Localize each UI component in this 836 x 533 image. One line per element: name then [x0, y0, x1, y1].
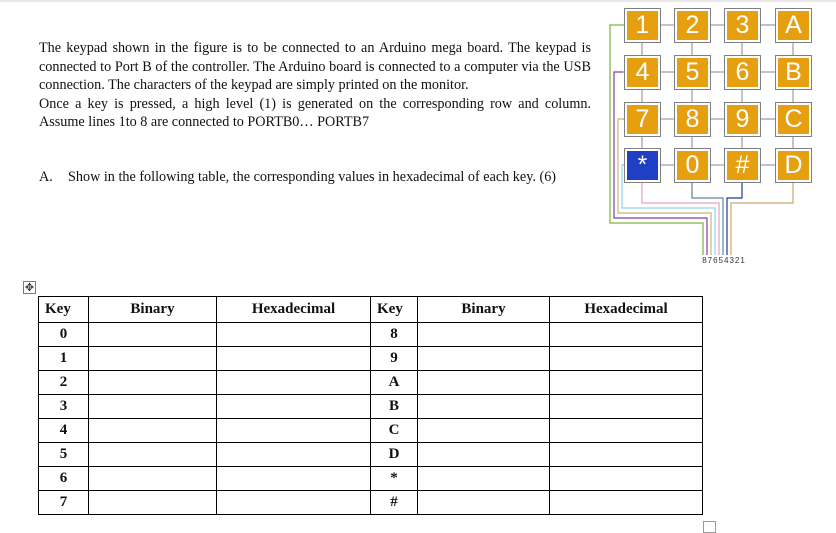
- key-3[interactable]: 3: [725, 9, 760, 42]
- cell-hex[interactable]: [550, 347, 703, 371]
- table-row: [39, 443, 703, 467]
- key-b[interactable]: B: [776, 56, 811, 89]
- cell-key: 8: [371, 323, 418, 347]
- cell-key: 4: [39, 419, 89, 443]
- cell-binary[interactable]: [89, 467, 217, 491]
- header-binary-right: Binary: [418, 297, 550, 323]
- table-row: [39, 419, 703, 443]
- cell-key: B: [371, 395, 418, 419]
- key-9[interactable]: 9: [725, 103, 760, 136]
- cell-hex[interactable]: [217, 467, 371, 491]
- header-hex-left: Hexadecimal: [217, 297, 371, 323]
- cell-hex[interactable]: [550, 371, 703, 395]
- cell-hex[interactable]: [217, 491, 371, 515]
- cell-key: 0: [39, 323, 89, 347]
- cell-key: #: [371, 491, 418, 515]
- header-binary-left: Binary: [89, 297, 217, 323]
- cell-hex[interactable]: [217, 443, 371, 467]
- table-row: [39, 491, 703, 515]
- cell-hex[interactable]: [217, 419, 371, 443]
- cell-binary[interactable]: [89, 491, 217, 515]
- cell-binary[interactable]: [418, 443, 550, 467]
- header-key-left: Key: [39, 297, 89, 323]
- key-6[interactable]: 6: [725, 56, 760, 89]
- table-row: [39, 323, 703, 347]
- key-4[interactable]: 4: [625, 56, 660, 89]
- table-row: [39, 395, 703, 419]
- cell-hex[interactable]: [550, 419, 703, 443]
- cell-key: 9: [371, 347, 418, 371]
- cell-hex[interactable]: [550, 395, 703, 419]
- cell-key: 5: [39, 443, 89, 467]
- cell-binary[interactable]: [89, 395, 217, 419]
- cell-key: 6: [39, 467, 89, 491]
- table-row: [39, 371, 703, 395]
- paragraph-1: The keypad shown in the figure is to be connected to an Arduino mega board. The keypad is connected to Port B of the controller. The Arduino board is connected to a computer via the USB connection. The characters of the keypad are simply printed on the monitor.: [39, 40, 591, 94]
- cell-hex[interactable]: [550, 491, 703, 515]
- table-row: [39, 347, 703, 371]
- keypad-figure: [608, 5, 822, 270]
- question-number: A.: [39, 169, 53, 185]
- cell-hex[interactable]: [550, 323, 703, 347]
- key-star[interactable]: *: [625, 149, 660, 182]
- answer-table: [38, 296, 703, 515]
- keypad-wiring: [608, 5, 822, 270]
- move-icon[interactable]: ✥: [24, 281, 35, 294]
- cell-binary[interactable]: [89, 419, 217, 443]
- key-a[interactable]: A: [776, 9, 811, 42]
- cell-hex[interactable]: [217, 347, 371, 371]
- cell-binary[interactable]: [418, 323, 550, 347]
- cell-hex[interactable]: [550, 467, 703, 491]
- key-8[interactable]: 8: [675, 103, 710, 136]
- resize-icon[interactable]: [703, 521, 716, 533]
- wire-col-3: [727, 180, 742, 255]
- cell-key: 2: [39, 371, 89, 395]
- key-0[interactable]: 0: [675, 149, 710, 182]
- key-c[interactable]: C: [776, 103, 811, 136]
- cell-binary[interactable]: [89, 443, 217, 467]
- wire-row-3: [618, 119, 711, 255]
- cell-key: A: [371, 371, 418, 395]
- problem-description: [39, 39, 591, 132]
- cell-binary[interactable]: [89, 371, 217, 395]
- question-a: [39, 168, 579, 187]
- table-row: [39, 467, 703, 491]
- cell-hex[interactable]: [550, 443, 703, 467]
- cell-key: 1: [39, 347, 89, 371]
- cell-hex[interactable]: [217, 323, 371, 347]
- key-1[interactable]: 1: [625, 9, 660, 42]
- cell-hex[interactable]: [217, 395, 371, 419]
- key-5[interactable]: 5: [675, 56, 710, 89]
- wire-col-4: [731, 180, 793, 255]
- page-top-border: [0, 0, 836, 2]
- key-hash[interactable]: #: [725, 149, 760, 182]
- question-text: Show in the following table, the corresponding values in hexadecimal of each key. (6): [68, 169, 557, 185]
- cell-binary[interactable]: [89, 323, 217, 347]
- cell-key: *: [371, 467, 418, 491]
- cell-binary[interactable]: [89, 347, 217, 371]
- cell-binary[interactable]: [418, 347, 550, 371]
- cell-key: C: [371, 419, 418, 443]
- header-hex-right: Hexadecimal: [550, 297, 703, 323]
- key-7[interactable]: 7: [625, 103, 660, 136]
- cell-key: 3: [39, 395, 89, 419]
- cell-binary[interactable]: [418, 395, 550, 419]
- table-header-row: [39, 297, 703, 323]
- key-d[interactable]: D: [776, 149, 811, 182]
- header-key-right: Key: [371, 297, 418, 323]
- cell-hex[interactable]: [217, 371, 371, 395]
- cell-binary[interactable]: [418, 491, 550, 515]
- paragraph-2: Once a key is pressed, a high level (1) is generated on the corresponding row and column. Assume lines 1to 8 are connected to PORTB0… PORTB7: [39, 95, 591, 131]
- cell-binary[interactable]: [418, 419, 550, 443]
- cell-key: D: [371, 443, 418, 467]
- cell-binary[interactable]: [418, 467, 550, 491]
- pin-labels: 87654321: [702, 256, 746, 265]
- cell-binary[interactable]: [418, 371, 550, 395]
- cell-key: 7: [39, 491, 89, 515]
- key-2[interactable]: 2: [675, 9, 710, 42]
